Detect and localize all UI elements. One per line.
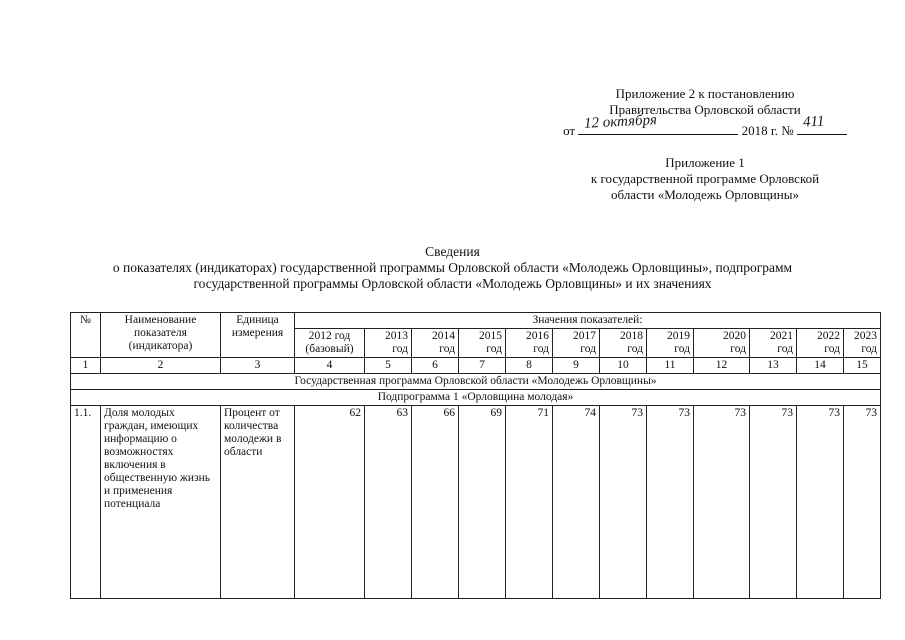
from-prefix: от: [563, 123, 576, 138]
indicator-name: Доля молодых граждан, имеющих информацию о возможностях включения в общественную жизнь и применения потенциала: [101, 406, 221, 599]
column-number-row: [71, 358, 881, 374]
year-label: 2020: [723, 330, 746, 342]
year-header: [412, 329, 459, 358]
column-number: 15: [844, 358, 881, 374]
year-note: год: [627, 343, 643, 355]
indicator-value: 73: [797, 406, 844, 599]
date-field: [578, 112, 738, 135]
column-number: 14: [797, 358, 844, 374]
column-number: 6: [412, 358, 459, 374]
year-note: год: [861, 343, 878, 355]
indicator-value: 73: [750, 406, 797, 599]
year-label: 2017: [573, 330, 596, 342]
number-field: [797, 113, 847, 135]
year-label: 2013: [385, 330, 408, 342]
indicator-value: 71: [506, 406, 553, 599]
appendix-date-line: [540, 112, 870, 139]
row-number: 1.1.: [71, 406, 101, 599]
indicator-value: 73: [694, 406, 750, 599]
column-number: 11: [647, 358, 694, 374]
year-label: 2023: [854, 330, 878, 342]
year-header: [600, 329, 647, 358]
title-line-2: о показателях (индикаторах) государственной программы Орловской области «Молодежь Орловщины», подпрограмм: [112, 260, 793, 275]
column-number: 2: [101, 358, 221, 374]
title-line-3: государственной программы Орловской области «Молодежь Орловщины» и их значениях: [193, 276, 712, 291]
year-note: год: [730, 343, 746, 355]
year-header: [295, 329, 365, 358]
indicator-unit: Процент от количества молодежи в области: [221, 406, 295, 599]
indicator-value: 66: [412, 406, 459, 599]
subprogram-title: Подпрограмма 1 «Орловщина молодая»: [71, 390, 881, 406]
table-row: [71, 406, 881, 599]
indicator-value: 73: [844, 406, 881, 599]
year-note: год: [777, 343, 793, 355]
appendix-line-4: Приложение 1: [665, 155, 745, 170]
header-name: Наименование показателя (индикатора): [101, 313, 221, 358]
indicator-value: 62: [295, 406, 365, 599]
year-header: [750, 329, 797, 358]
indicator-value: 63: [365, 406, 412, 599]
year-text: 2018 г. №: [741, 123, 794, 138]
year-header: [797, 329, 844, 358]
year-label: 2014: [432, 330, 455, 342]
year-header: [506, 329, 553, 358]
appendix-line-1: Приложение 2 к постановлению: [615, 86, 795, 101]
program-title: Государственная программа Орловской области «Молодежь Орловщины»: [71, 374, 881, 390]
year-header: [694, 329, 750, 358]
year-label: 2016: [526, 330, 549, 342]
year-note: (базовый): [305, 343, 354, 355]
column-number: 9: [553, 358, 600, 374]
year-note: год: [486, 343, 502, 355]
column-number: 3: [221, 358, 295, 374]
year-note: год: [674, 343, 690, 355]
column-number: 12: [694, 358, 750, 374]
column-number: 10: [600, 358, 647, 374]
column-number: 4: [295, 358, 365, 374]
year-label: 2018: [620, 330, 643, 342]
indicators-table: [70, 312, 881, 599]
appendix-line-5: к государственной программе Орловской: [590, 171, 820, 186]
year-label: 2012 год: [308, 330, 351, 342]
indicator-value: 73: [600, 406, 647, 599]
year-header: [365, 329, 412, 358]
year-note: год: [533, 343, 549, 355]
handwritten-number: 411: [802, 113, 825, 131]
year-header: [844, 329, 881, 358]
handwritten-date: 12 октября: [583, 112, 658, 132]
indicator-value: 73: [647, 406, 694, 599]
year-header: [459, 329, 506, 358]
title-line-1: Сведения: [425, 244, 480, 259]
year-label: 2015: [479, 330, 502, 342]
column-number: 7: [459, 358, 506, 374]
header-number: №: [71, 313, 101, 358]
appendix-block: [540, 86, 870, 203]
appendix-line-2: Правительства Орловской области: [609, 102, 801, 117]
year-note: год: [580, 343, 596, 355]
document-title: [40, 244, 865, 292]
year-label: 2019: [667, 330, 690, 342]
column-number: 5: [365, 358, 412, 374]
year-header: [553, 329, 600, 358]
year-label: 2021: [770, 330, 793, 342]
year-label: 2022: [817, 330, 840, 342]
header-values: Значения показателей:: [295, 313, 881, 329]
year-note: год: [824, 343, 840, 355]
year-header: [647, 329, 694, 358]
appendix-line-6: области «Молодежь Орловщины»: [611, 187, 799, 202]
indicator-value: 74: [553, 406, 600, 599]
column-number: 8: [506, 358, 553, 374]
year-note: год: [439, 343, 455, 355]
column-number: 13: [750, 358, 797, 374]
year-note: год: [392, 343, 408, 355]
column-number: 1: [71, 358, 101, 374]
indicator-value: 69: [459, 406, 506, 599]
header-unit: Единица измерения: [221, 313, 295, 358]
